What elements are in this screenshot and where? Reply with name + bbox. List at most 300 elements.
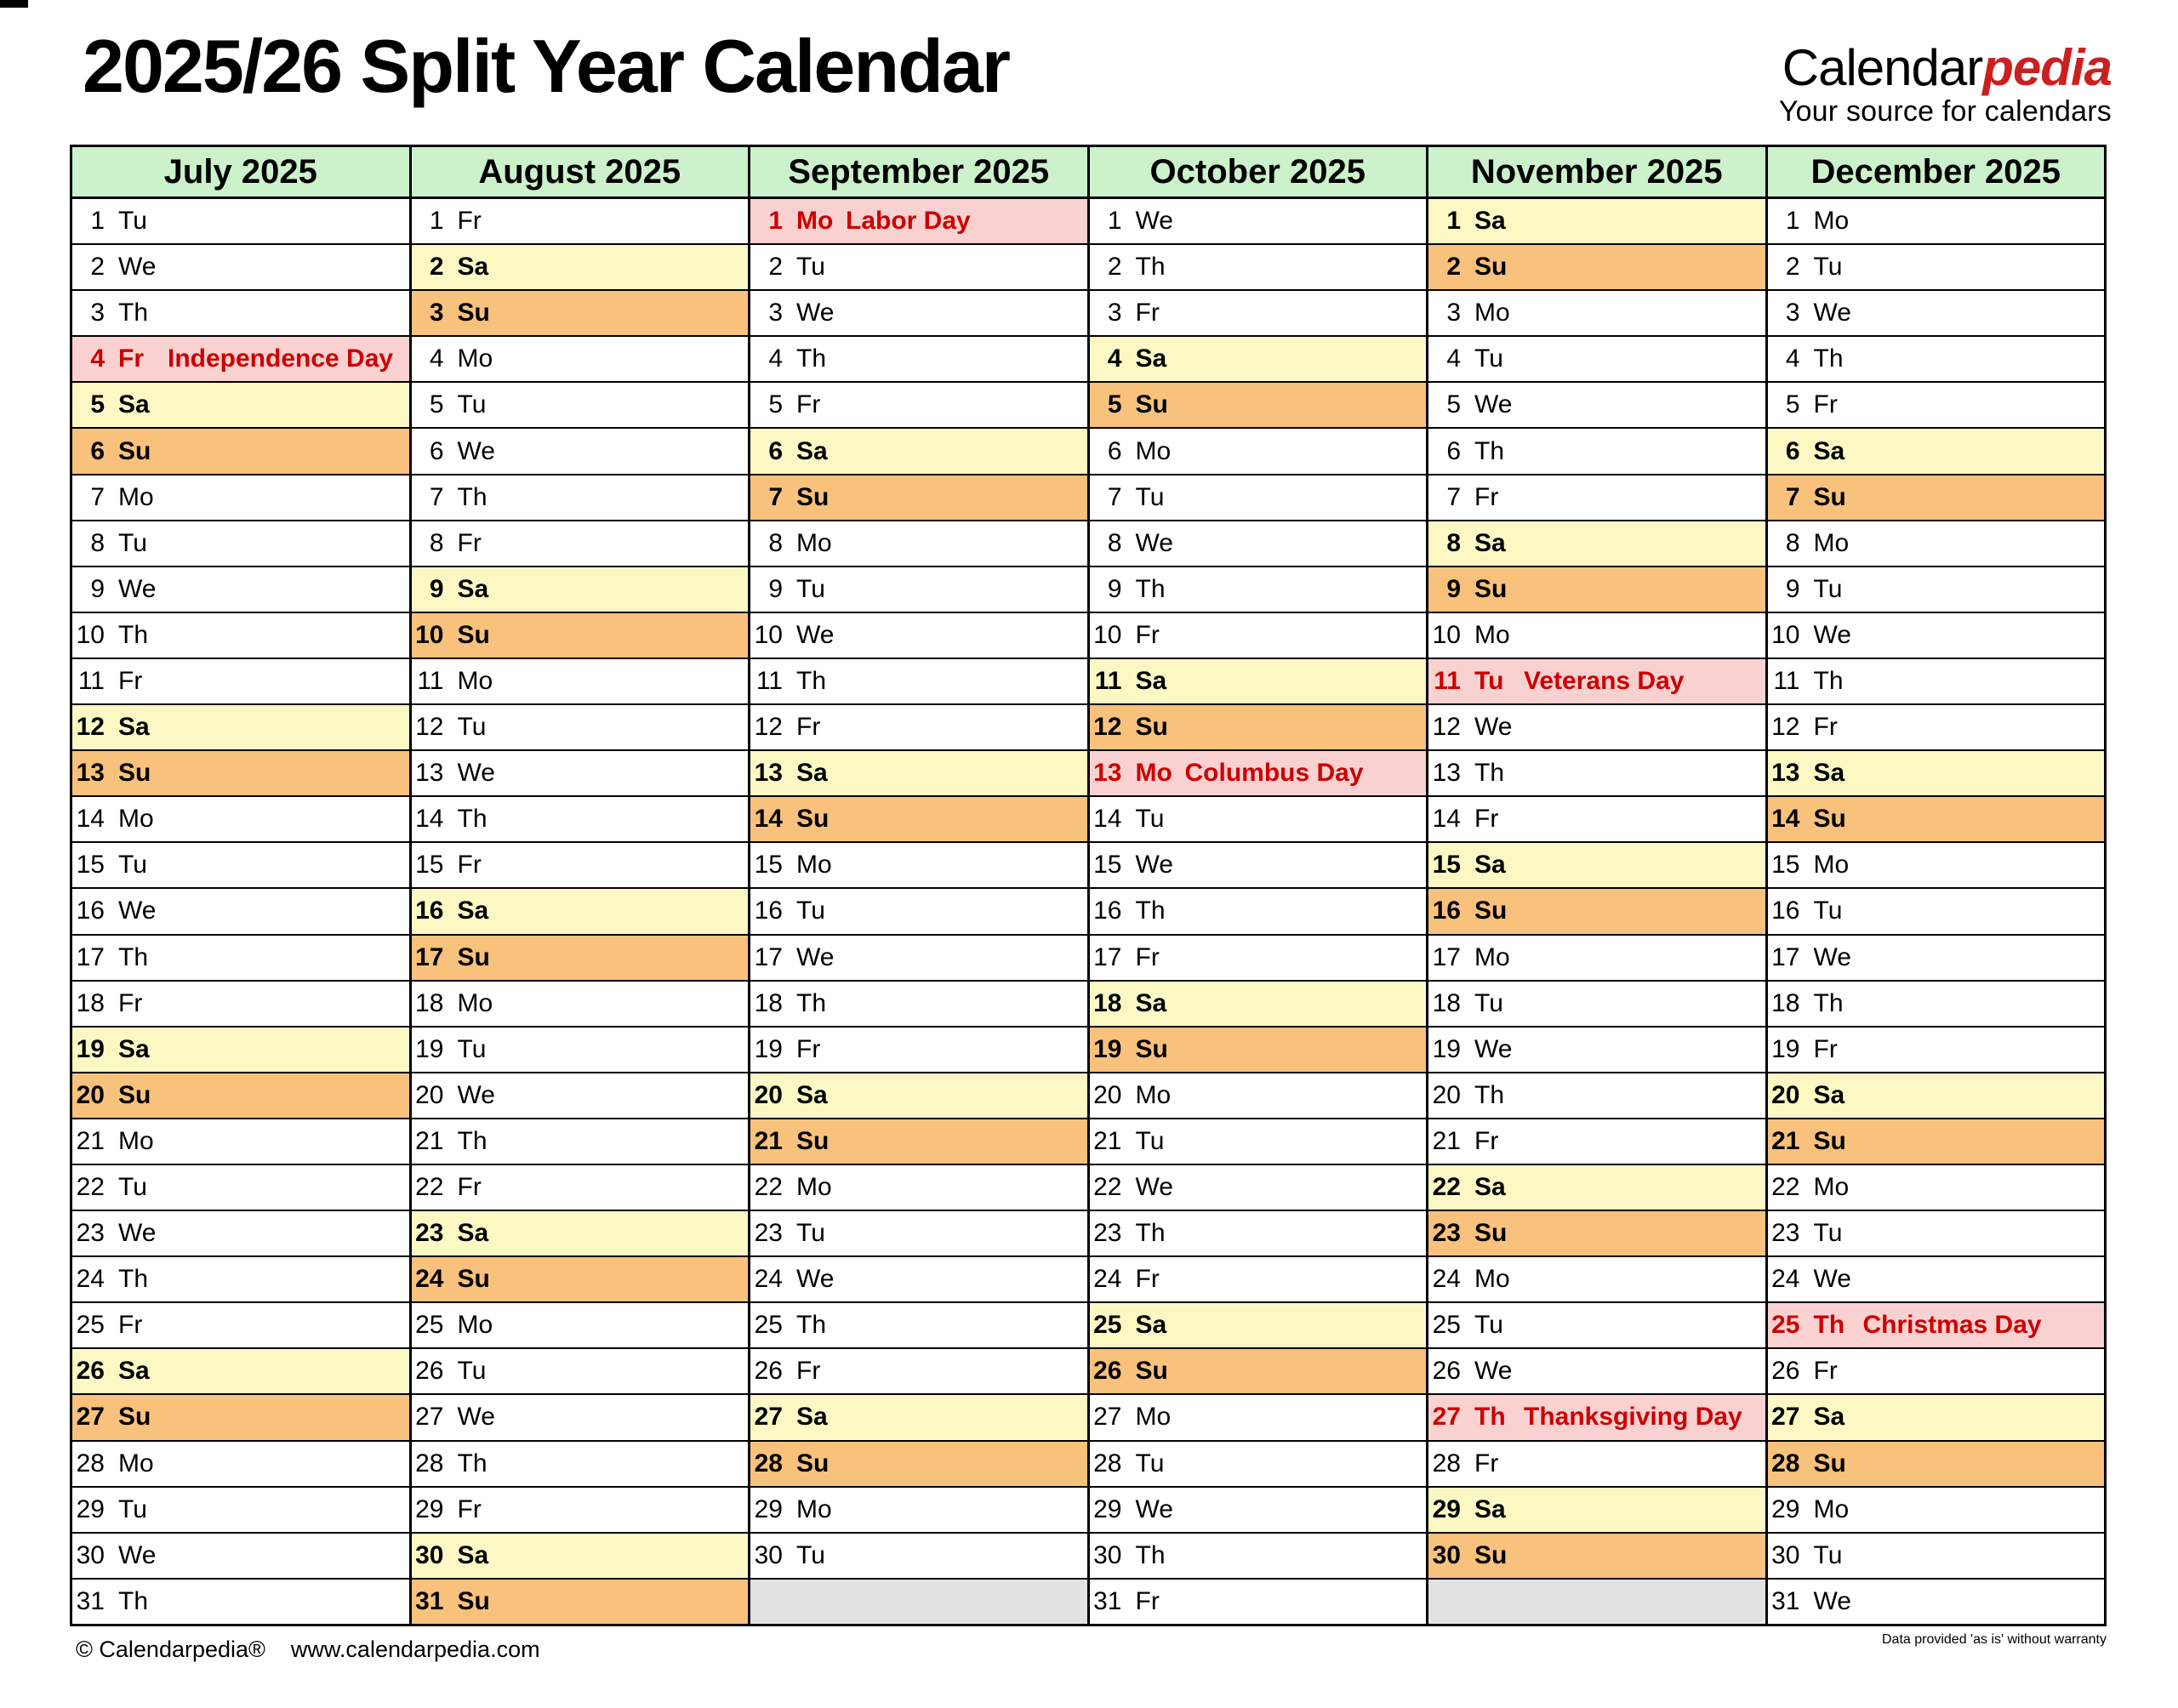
weekday-abbr: Fr [796,713,821,742]
weekday-abbr: Th [796,666,827,695]
day-cell [72,521,409,567]
weekday-abbr: Th [1813,344,1844,373]
day-number: 9 [1446,574,1461,603]
day-number: 25 [754,1311,783,1340]
weekday-abbr: Th [457,482,487,511]
day-cell [72,982,409,1028]
weekday-abbr: Mo [1813,207,1850,236]
day-number: 21 [1771,1126,1800,1155]
day-cell [412,1028,749,1073]
weekday-abbr: We [1813,620,1851,649]
day-cell [1428,705,1765,751]
holiday-label: Labor Day [846,207,971,236]
day-cell [1768,199,2105,245]
day-cell [1090,1073,1427,1119]
day-cell [1090,429,1427,475]
day-number: 4 [1446,344,1461,373]
weekday-abbr: Tu [118,528,147,557]
day-cell [1768,1442,2105,1488]
day-cell [1090,199,1427,245]
month-column [1428,147,1768,1624]
day-cell [72,199,409,245]
day-cell [72,337,409,383]
page-title: 2025/26 Split Year Calendar [83,24,1010,108]
weekday-abbr: Th [1813,988,1844,1017]
day-number: 6 [768,436,783,465]
holiday-label: Independence Day [168,344,394,373]
day-cell [1090,475,1427,521]
day-number: 23 [1771,1219,1800,1248]
day-number: 1 [768,207,783,236]
day-cell [72,383,409,429]
month-header: September 2025 [750,147,1087,199]
day-cell [1768,982,2105,1028]
day-number: 8 [1446,528,1461,557]
weekday-abbr: Sa [1474,528,1506,557]
day-number: 29 [76,1494,105,1523]
day-cell [1090,1165,1427,1211]
weekday-abbr: Th [1813,666,1844,695]
day-cell [750,936,1087,982]
month-column [412,147,751,1624]
weekday-abbr: Th [1135,897,1166,925]
day-number: 27 [415,1403,444,1432]
weekday-abbr: Tu [1813,574,1843,603]
day-number: 3 [1785,299,1800,327]
day-cell [1428,1165,1765,1211]
day-number: 11 [1094,666,1122,695]
weekday-abbr: Su [1474,897,1508,925]
weekday-abbr: Mo [1474,942,1510,971]
day-number: 1 [90,207,105,236]
day-number: 19 [415,1034,444,1063]
day-number: 5 [90,390,105,419]
day-cell [1428,659,1765,705]
day-cell [412,1349,749,1395]
day-number: 22 [1432,1173,1461,1202]
weekday-abbr: Fr [1474,1126,1499,1155]
day-cell [412,1165,749,1211]
day-number: 4 [1785,344,1800,373]
day-cell [412,843,749,889]
day-cell [1428,1534,1765,1580]
empty-day-cell [750,1580,1087,1624]
day-number: 22 [754,1173,783,1202]
weekday-abbr: Tu [1474,1311,1503,1340]
day-cell [1768,936,2105,982]
day-number: 11 [755,666,783,695]
day-cell [412,245,749,291]
day-cell [750,613,1087,659]
day-number: 20 [754,1080,783,1109]
day-cell [750,797,1087,843]
weekday-abbr: Fr [1813,1034,1838,1063]
weekday-abbr: Sa [796,1403,828,1432]
day-cell [750,1211,1087,1257]
day-number: 2 [429,253,444,282]
weekday-abbr: Fr [1135,1265,1160,1294]
day-cell [1428,613,1765,659]
day-cell [412,613,749,659]
day-cell [1768,245,2105,291]
weekday-abbr: Mo [1135,1080,1172,1109]
holiday-label: Thanksgiving Day [1524,1403,1742,1432]
day-number: 28 [1432,1449,1461,1477]
day-cell [1428,1488,1765,1534]
day-number: 29 [1093,1494,1122,1523]
day-cell [72,797,409,843]
weekday-abbr: Mo [1135,436,1172,465]
day-number: 29 [754,1494,783,1523]
day-cell [72,1028,409,1073]
day-cell [750,1257,1087,1303]
day-cell [412,1488,749,1534]
day-number: 30 [754,1540,783,1569]
day-number: 10 [1093,620,1122,649]
day-cell [1090,337,1427,383]
weekday-abbr: Mo [118,1449,154,1477]
day-cell [72,1488,409,1534]
day-cell [1090,567,1427,613]
day-cell [750,1442,1087,1488]
day-number: 10 [1432,620,1461,649]
weekday-abbr: Mo [1474,299,1510,327]
weekday-abbr: Tu [796,253,825,282]
logo-wordmark [1779,39,2112,96]
day-number: 19 [76,1034,105,1063]
day-number: 8 [1785,528,1800,557]
day-cell [1090,936,1427,982]
day-cell [1428,567,1765,613]
weekday-abbr: Su [1474,253,1508,282]
weekday-abbr: We [1474,713,1513,742]
day-number: 7 [1107,482,1122,511]
day-cell [1428,889,1765,935]
day-number: 26 [754,1357,783,1386]
day-number: 28 [754,1449,783,1477]
day-number: 27 [1432,1403,1461,1432]
day-number: 29 [1771,1494,1800,1523]
day-cell [72,1534,409,1580]
weekday-abbr: We [796,1265,835,1294]
day-number: 2 [1446,253,1461,282]
day-cell [1768,1165,2105,1211]
weekday-abbr: Fr [1813,713,1838,742]
weekday-abbr: Tu [796,897,825,925]
day-number: 12 [76,713,105,742]
day-cell [1090,843,1427,889]
day-number: 24 [1093,1265,1122,1294]
weekday-abbr: Fr [1135,620,1160,649]
weekday-abbr: Tu [457,1357,487,1386]
day-cell [412,291,749,337]
month-header: July 2025 [72,147,409,199]
day-number: 17 [754,942,783,971]
weekday-abbr: Fr [457,528,482,557]
weekday-abbr: Tu [1813,1219,1843,1248]
day-cell [1428,199,1765,245]
day-cell [1428,383,1765,429]
day-cell [1768,1303,2105,1349]
weekday-abbr: Sa [457,1540,489,1569]
day-cell [412,1303,749,1349]
weekday-abbr: Fr [796,1034,821,1063]
weekday-abbr: Mo [457,1311,493,1340]
day-cell [750,337,1087,383]
weekday-abbr: Th [796,1311,827,1340]
day-cell [72,1165,409,1211]
weekday-abbr: We [1135,1173,1173,1202]
day-number: 21 [754,1126,783,1155]
day-number: 13 [754,759,783,788]
day-cell [412,659,749,705]
day-cell [1428,429,1765,475]
day-cell [412,1442,749,1488]
day-number: 21 [1093,1126,1122,1155]
weekday-abbr: Mo [1813,1494,1850,1523]
weekday-abbr: We [457,759,495,788]
day-number: 4 [1107,344,1122,373]
weekday-abbr: We [118,253,157,282]
day-cell [1768,1580,2105,1624]
weekday-abbr: We [1135,1494,1173,1523]
weekday-abbr: Tu [1474,344,1503,373]
day-number: 22 [415,1173,444,1202]
weekday-abbr: We [1135,207,1173,236]
weekday-abbr: Fr [1813,390,1838,419]
day-number: 17 [415,942,444,971]
copyright-text: © Calendarpedia® [76,1637,265,1662]
day-cell [1090,1119,1427,1165]
day-cell [412,521,749,567]
weekday-abbr: Mo [118,805,154,834]
day-cell [412,1534,749,1580]
day-number: 18 [754,988,783,1017]
day-number: 21 [1432,1126,1461,1155]
day-number: 11 [77,666,105,695]
day-number: 16 [1432,897,1461,925]
weekday-abbr: Mo [1813,851,1850,880]
day-number: 5 [1446,390,1461,419]
day-cell [72,1073,409,1119]
weekday-abbr: Th [1135,1219,1166,1248]
weekday-abbr: Sa [118,1034,150,1063]
day-cell [1768,1073,2105,1119]
day-cell [1428,936,1765,982]
weekday-abbr: Th [1474,1403,1506,1432]
weekday-abbr: Su [1135,713,1168,742]
day-number: 5 [1785,390,1800,419]
day-number: 17 [1093,942,1122,971]
day-cell [1428,1073,1765,1119]
day-number: 12 [1432,713,1461,742]
day-number: 24 [754,1265,783,1294]
day-number: 13 [415,759,444,788]
weekday-abbr: We [1474,1357,1513,1386]
day-number: 25 [1093,1311,1122,1340]
day-cell [72,1349,409,1395]
day-cell [1768,521,2105,567]
day-cell [1428,1028,1765,1073]
day-cell [412,751,749,797]
day-cell [72,1395,409,1441]
day-number: 15 [415,851,444,880]
day-cell [750,889,1087,935]
weekday-abbr: Fr [1135,1586,1160,1615]
day-number: 11 [417,666,444,695]
day-number: 1 [1446,207,1461,236]
weekday-abbr: Mo [1135,759,1172,788]
day-number: 16 [415,897,444,925]
month-column [1090,147,1429,1624]
day-cell [1428,797,1765,843]
day-cell [1090,982,1427,1028]
weekday-abbr: Su [457,299,490,327]
weekday-abbr: Fr [1474,1449,1499,1477]
weekday-abbr: Tu [457,713,487,742]
day-cell [72,567,409,613]
weekday-abbr: Tu [1813,253,1843,282]
weekday-abbr: Tu [118,1173,147,1202]
weekday-abbr: We [118,897,157,925]
weekday-abbr: Mo [1474,1265,1510,1294]
day-number: 29 [1432,1494,1461,1523]
weekday-abbr: Su [1135,1034,1168,1063]
day-cell [1768,1211,2105,1257]
weekday-abbr: Th [796,988,827,1017]
day-cell [1768,429,2105,475]
day-number: 25 [1432,1311,1461,1340]
day-number: 15 [1432,851,1461,880]
logo-text-black: Calendar [1782,39,1983,96]
weekday-abbr: Sa [1813,759,1845,788]
weekday-abbr: Tu [1135,1126,1165,1155]
weekday-abbr: Su [1474,1540,1508,1569]
day-cell [1768,567,2105,613]
day-cell [72,936,409,982]
weekday-abbr: Th [1474,759,1505,788]
day-number: 15 [1093,851,1122,880]
day-cell [72,613,409,659]
day-number: 27 [1771,1403,1800,1432]
day-cell [1090,659,1427,705]
day-cell [1428,1395,1765,1441]
day-number: 11 [1434,666,1461,695]
day-cell [1090,797,1427,843]
day-number: 27 [76,1403,105,1432]
day-number: 15 [76,851,105,880]
month-header: December 2025 [1768,147,2105,199]
weekday-abbr: Sa [118,713,150,742]
day-cell [72,1211,409,1257]
weekday-abbr: Fr [118,1311,143,1340]
weekday-abbr: Su [457,1265,490,1294]
day-cell [1768,659,2105,705]
day-number: 24 [415,1265,444,1294]
weekday-abbr: Mo [118,1126,154,1155]
day-cell [750,982,1087,1028]
day-cell [1428,1303,1765,1349]
day-cell [1090,1028,1427,1073]
day-number: 14 [1093,805,1122,834]
day-number: 4 [429,344,444,373]
weekday-abbr: Fr [1474,482,1499,511]
day-cell [1768,1395,2105,1441]
day-number: 22 [1093,1173,1122,1202]
day-number: 8 [90,528,105,557]
day-number: 12 [1771,713,1800,742]
weekday-abbr: Tu [457,1034,487,1063]
weekday-abbr: Su [1813,482,1846,511]
day-number: 23 [415,1219,444,1248]
weekday-abbr: Fr [457,1494,482,1523]
day-number: 20 [1771,1080,1800,1109]
day-cell [1090,383,1427,429]
day-number: 18 [1432,988,1461,1017]
day-cell [72,1442,409,1488]
day-cell [412,337,749,383]
day-number: 13 [76,759,105,788]
day-number: 2 [1107,253,1122,282]
day-number: 2 [768,253,783,282]
day-number: 3 [1446,299,1461,327]
day-cell [72,1303,409,1349]
weekday-abbr: Th [118,299,149,327]
calendar-table [70,145,2107,1626]
logo-tagline: Your source for calendars [1778,95,2112,128]
day-number: 7 [1785,482,1800,511]
day-number: 30 [76,1540,105,1569]
weekday-abbr: Fr [118,988,143,1017]
weekday-abbr: Tu [118,1494,147,1523]
day-cell [72,659,409,705]
day-number: 26 [1093,1357,1122,1386]
weekday-abbr: Tu [1135,1449,1165,1477]
day-number: 10 [76,620,105,649]
weekday-abbr: Su [1813,1126,1846,1155]
day-number: 20 [415,1080,444,1109]
weekday-abbr: Th [1135,1540,1166,1569]
calendarpedia-logo [1778,39,2112,128]
weekday-abbr: Th [118,620,149,649]
day-cell [1090,1395,1427,1441]
logo-text-red: pedia [1982,39,2112,96]
day-cell [750,429,1087,475]
day-cell [750,1073,1087,1119]
day-number: 30 [1771,1540,1800,1569]
weekday-abbr: Su [1135,390,1168,419]
day-cell [72,1580,409,1624]
weekday-abbr: Th [1135,253,1166,282]
weekday-abbr: Mo [1813,1173,1850,1202]
day-number: 23 [1093,1219,1122,1248]
day-number: 11 [1773,666,1800,695]
day-number: 12 [1093,713,1122,742]
day-number: 27 [1093,1403,1122,1432]
day-number: 30 [1093,1540,1122,1569]
day-number: 10 [754,620,783,649]
day-number: 7 [429,482,444,511]
weekday-abbr: Th [457,1126,487,1155]
day-number: 6 [1107,436,1122,465]
day-number: 9 [90,574,105,603]
day-number: 14 [1771,805,1800,834]
weekday-abbr: Mo [796,1173,832,1202]
day-number: 29 [415,1494,444,1523]
day-number: 26 [76,1357,105,1386]
day-cell [1428,751,1765,797]
day-cell [1768,843,2105,889]
